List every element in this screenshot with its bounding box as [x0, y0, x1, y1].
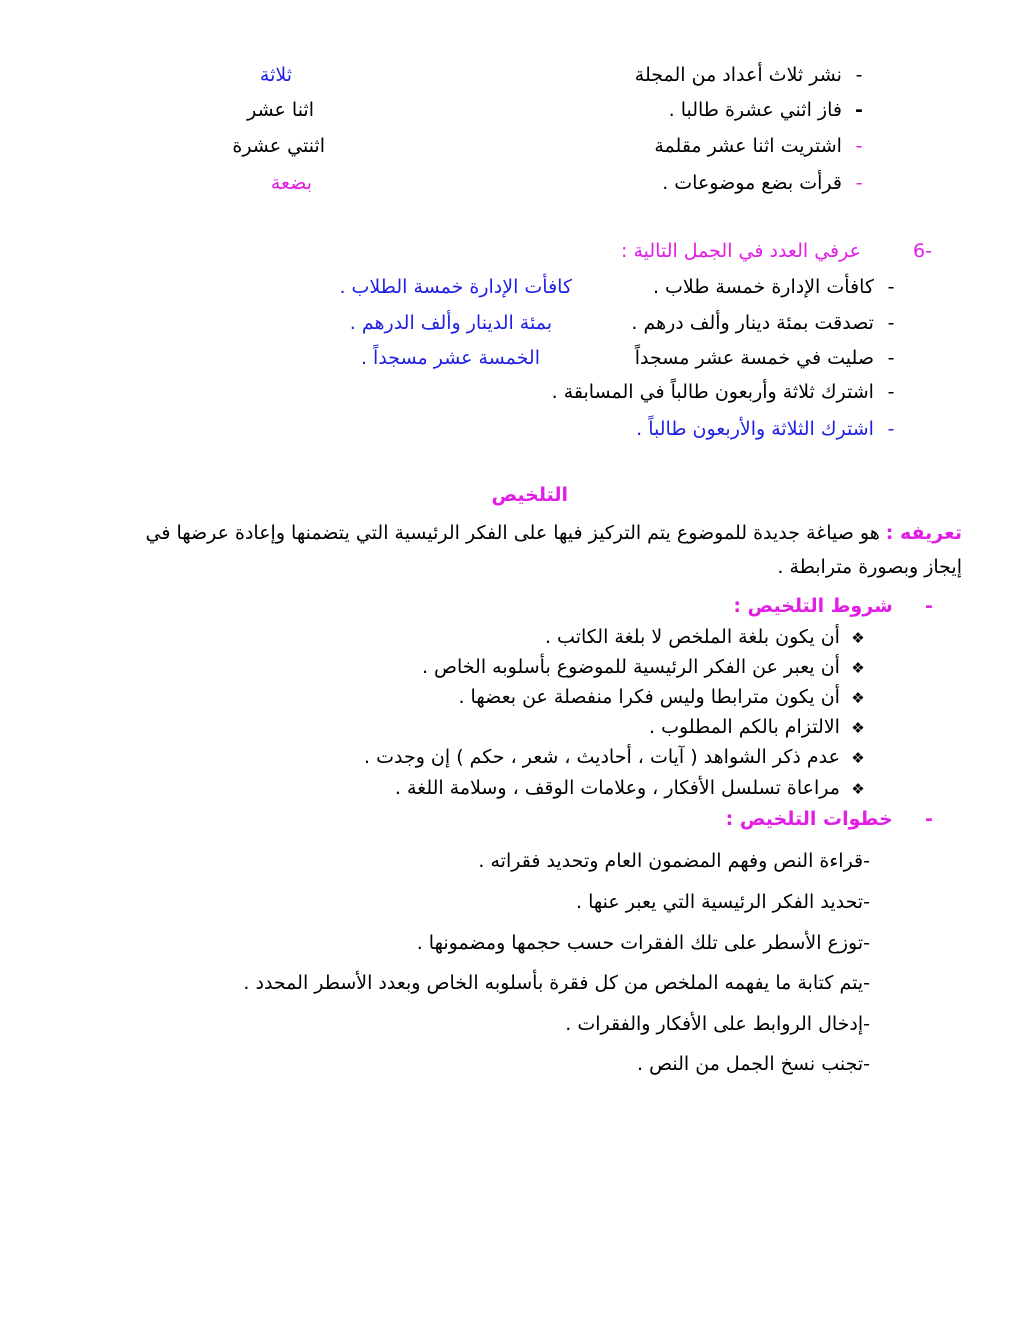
s5-answer-4: بضعة: [270, 172, 312, 194]
diamond-bullet-icon: ❖: [851, 780, 865, 798]
condition-item-5: [364, 746, 870, 769]
dash: -: [887, 418, 895, 440]
dash: -: [887, 312, 895, 334]
s5-answer-1: ثلاثة: [259, 64, 292, 86]
step-item-3: -توزع الأسطر على تلك الفقرات حسب حجمها ومضمونها .: [416, 932, 870, 954]
diamond-bullet-icon: ❖: [851, 749, 865, 767]
summary-heading: التلخيص: [491, 484, 568, 506]
s6-number: 6-: [913, 240, 932, 262]
s6-header: [621, 240, 932, 263]
s5-sentence-3: اشتريت اثنا عشر مقلمة: [654, 135, 842, 157]
s5-item-4: [662, 172, 870, 195]
steps-header: [726, 808, 940, 831]
diamond-bullet-icon: ❖: [851, 629, 865, 647]
s5-answer-3: اثنتي عشرة: [232, 135, 325, 157]
s5-sentence-2: فاز اثني عشرة طالبا .: [668, 99, 842, 121]
definition-label: تعريفه :: [885, 522, 962, 544]
condition-text: أن يكون بلغة الملخص لا بلغة الكاتب .: [544, 626, 840, 648]
s6-item-2: [631, 312, 902, 335]
step-item-1: -قراءة النص وفهم المضمون العام وتحديد فقراته .: [478, 850, 870, 872]
dash: -: [925, 808, 933, 830]
condition-text: عدم ذكر الشواهد ( آيات ، أحاديث ، شعر ، حكم ) إن وجدت .: [364, 746, 840, 768]
definition-line-2: إيجاز وبصورة مترابطة .: [777, 556, 962, 578]
dash: -: [855, 64, 863, 86]
conditions-label: شروط التلخيص :: [733, 595, 893, 617]
dash: -: [925, 595, 933, 617]
s6-item-5: [636, 418, 902, 441]
dash: -: [887, 347, 895, 369]
dash: -: [887, 381, 895, 403]
step-item-6: -تجنب نسخ الجمل من النص .: [637, 1053, 870, 1075]
s6-item-1: [653, 276, 902, 299]
s6-item-3: [635, 347, 902, 370]
s6-sentence-2: تصدقت بمئة دينار وألف درهم .: [631, 312, 874, 334]
dash: -: [855, 135, 863, 157]
condition-text: أن يكون مترابطا وليس فكرا منفصلة عن بعضها .: [458, 686, 840, 708]
definition-text-1: هو صياغة جديدة للموضوع يتم التركيز فيها على الفكر الرئيسية التي يتضمنها وإعادة عرضها في: [145, 522, 880, 544]
s5-item-1: [635, 64, 870, 87]
s5-item-3: [654, 135, 870, 158]
s6-answer-3: الخمسة عشر مسجداً .: [360, 347, 540, 369]
dash: -: [887, 276, 895, 298]
condition-item-6: [395, 777, 870, 800]
dash: -: [855, 99, 863, 121]
s6-title: عرفي العدد في الجمل التالية :: [621, 240, 861, 262]
condition-text: الالتزام بالكم المطلوب .: [648, 716, 840, 738]
s6-answer-2: بمئة الدينار وألف الدرهم .: [349, 312, 552, 334]
s6-sentence-3: صليت في خمسة عشر مسجداً: [634, 347, 874, 369]
diamond-bullet-icon: ❖: [851, 659, 865, 677]
condition-item-4: [649, 716, 870, 739]
condition-item-2: [422, 656, 870, 679]
dash: -: [855, 172, 863, 194]
conditions-header: [733, 595, 940, 618]
condition-item-1: [545, 626, 870, 649]
s6-sentence-1: كافأت الإدارة خمسة طلاب .: [652, 276, 874, 298]
diamond-bullet-icon: ❖: [851, 689, 865, 707]
diamond-bullet-icon: ❖: [851, 719, 865, 737]
s6-sentence-5: اشترك الثلاثة والأربعون طالباً .: [636, 418, 874, 440]
s5-item-2: [669, 99, 870, 122]
s6-answer-1: كافأت الإدارة خمسة الطلاب .: [339, 276, 572, 298]
definition-line-1: [146, 522, 963, 545]
s6-sentence-4: اشترك ثلاثة وأربعون طالباً في المسابقة .: [551, 381, 874, 403]
step-item-4: -يتم كتابة ما يفهمه الملخص من كل فقرة بأسلوبه الخاص وبعدد الأسطر المحدد .: [243, 972, 870, 994]
condition-text: أن يعبر عن الفكر الرئيسية للموضوع بأسلوبه الخاص .: [421, 656, 840, 678]
step-item-5: -إدخال الروابط على الأفكار والفقرات .: [565, 1013, 870, 1035]
condition-item-3: [458, 686, 870, 709]
step-item-2: -تحديد الفكر الرئيسية التي يعبر عنها .: [576, 891, 870, 913]
s6-item-4: [552, 381, 902, 404]
condition-text: مراعاة تسلسل الأفكار ، وعلامات الوقف ، وسلامة اللغة .: [394, 777, 840, 799]
steps-label: خطوات التلخيص :: [725, 808, 893, 830]
s5-sentence-4: قرأت بضع موضوعات .: [662, 172, 842, 194]
s5-sentence-1: نشر ثلاث أعداد من المجلة: [634, 64, 842, 86]
s5-answer-2: اثنا عشر: [247, 99, 314, 121]
